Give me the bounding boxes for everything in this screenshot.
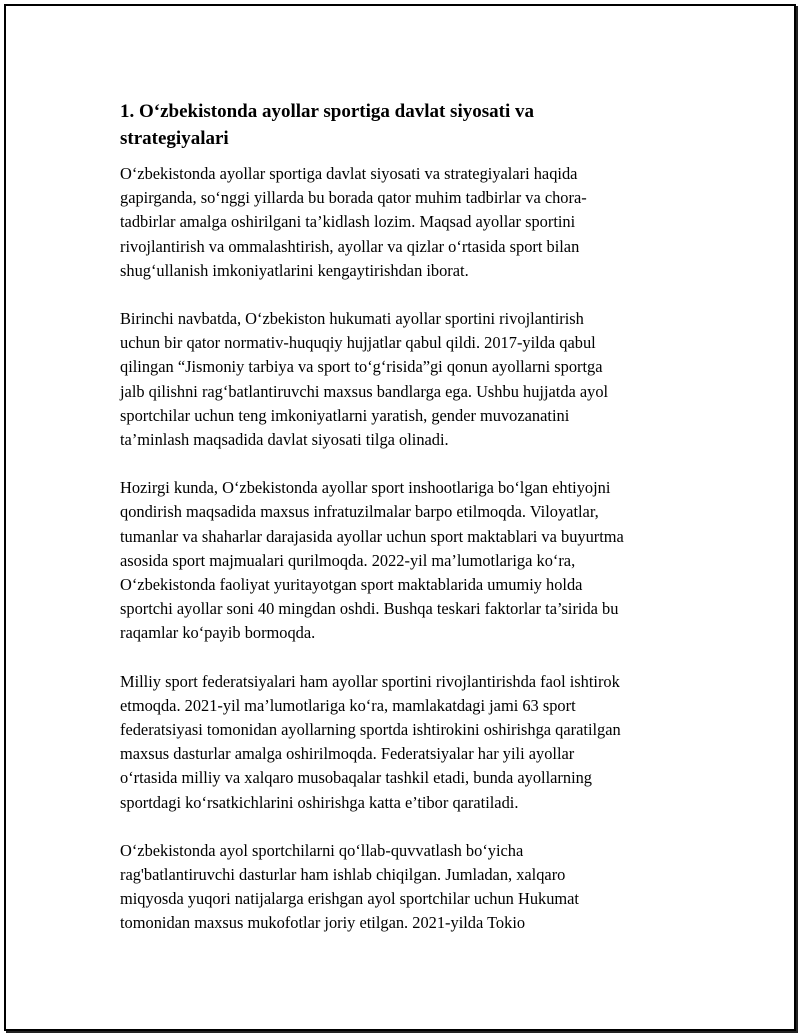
text-line: raqamlar ko‘payib bormoqda. (120, 623, 316, 643)
text-line: Birinchi navbatda, O‘zbekiston hukumati ayollar sportini rivojlantirish (120, 309, 584, 329)
text-line: tomonidan maxsus mukofotlar joriy etilgan. 2021-yilda Tokio (120, 913, 526, 933)
text-line: O‘zbekistonda ayollar sportiga davlat siyosati va strategiyalari haqida (120, 164, 578, 183)
text-line: jalb qilishni rag‘batlantiruvchi maxsus bandlarga ega. Ushbu hujjatda ayol (120, 381, 609, 401)
text-line: Hozirgi kunda, O‘zbekistonda ayollar sport inshootlariga bo‘lgan ehtiyojni (120, 478, 611, 498)
text-line: etmoqda. 2021-yil ma’lumotlariga ko‘ra, mamlakatdagi jami 63 sport (120, 695, 576, 715)
text-line: maxsus dasturlar amalga oshirilmoqda. Federatsiyalar har yili ayollar (120, 744, 575, 764)
text-line: asosida sport majmualari qurilmoqda. 2022-yil ma’lumotlariga ko‘ra, (120, 550, 576, 570)
text-line: qondirish maqsadida maxsus infratuzilmalar barpo etilmoqda. Viloyatlar, (120, 502, 599, 522)
paragraph-1 (120, 162, 690, 283)
text-line: qilingan “Jismoniy tarbiya va sport to‘g‘risida”gi qonun ayollarni sportga (120, 357, 603, 377)
paragraph-4 (120, 670, 690, 815)
text-line: federatsiyasi tomonidan ayollarning sportda ishtirokini oshirishga qaratilgan (120, 720, 621, 740)
text-line: sportchi ayollar soni 40 mingdan oshdi. Bushqa teskari faktorlar ta’sirida bu (120, 599, 619, 619)
text-line: Milliy sport federatsiyalari ham ayollar sportini rivojlantirishda faol ishtirok (120, 671, 620, 691)
document-page (4, 4, 796, 1031)
text-line: tadbirlar amalga oshirilgani ta’kidlash lozim. Maqsad ayollar sportini (120, 212, 576, 232)
text-line: uchun bir qator normativ-huquqiy hujjatlar qabul qildi. 2017-yilda qabul (120, 333, 596, 353)
document-body (120, 98, 690, 960)
text-line: ta’minlash maqsadida davlat siyosati tilga olinadi. (120, 430, 449, 450)
heading-line: 1. O‘zbekistonda ayollar sportiga davlat siyosati va (120, 101, 534, 122)
text-line: rivojlantirish va ommalashtirish, ayollar va qizlar o‘rtasida sport bilan (120, 236, 580, 256)
text-line: o‘rtasida milliy va xalqaro musobaqalar tashkil etadi, bunda ayollarning (120, 768, 593, 788)
text-line: O‘zbekistonda faoliyat yuritayotgan sport maktablarida umumiy holda (120, 575, 583, 595)
heading-line: strategiyalari (120, 128, 229, 149)
text-line: gapirganda, so‘nggi yillarda bu borada qator muhim tadbirlar va chora- (120, 188, 587, 208)
text-line: tumanlar va shaharlar darajasida ayollar uchun sport maktablari va buyurtma (120, 526, 624, 546)
text-line: miqyosda yuqori natijalarga erishgan ayol sportchilar uchun Hukumat (120, 889, 579, 909)
text-line: shug‘ullanish imkoniyatlarini kengaytirishdan iborat. (120, 260, 469, 280)
text-line: sportchilar uchun teng imkoniyatlarni yaratish, gender muvozanatini (120, 405, 570, 425)
text-line: O‘zbekistonda ayol sportchilarni qo‘llab-quvvatlash bo‘yicha (120, 840, 524, 860)
paragraph-5 (120, 839, 690, 936)
text-line: sportdagi ko‘rsatkichlarini oshirishga katta e’tibor qaratiladi. (120, 792, 519, 812)
text-line: rag'batlantiruvchi dasturlar ham ishlab chiqilgan. Jumladan, xalqaro (120, 865, 566, 885)
section-heading (120, 98, 690, 152)
paragraph-2 (120, 307, 690, 452)
paragraph-3 (120, 476, 690, 645)
